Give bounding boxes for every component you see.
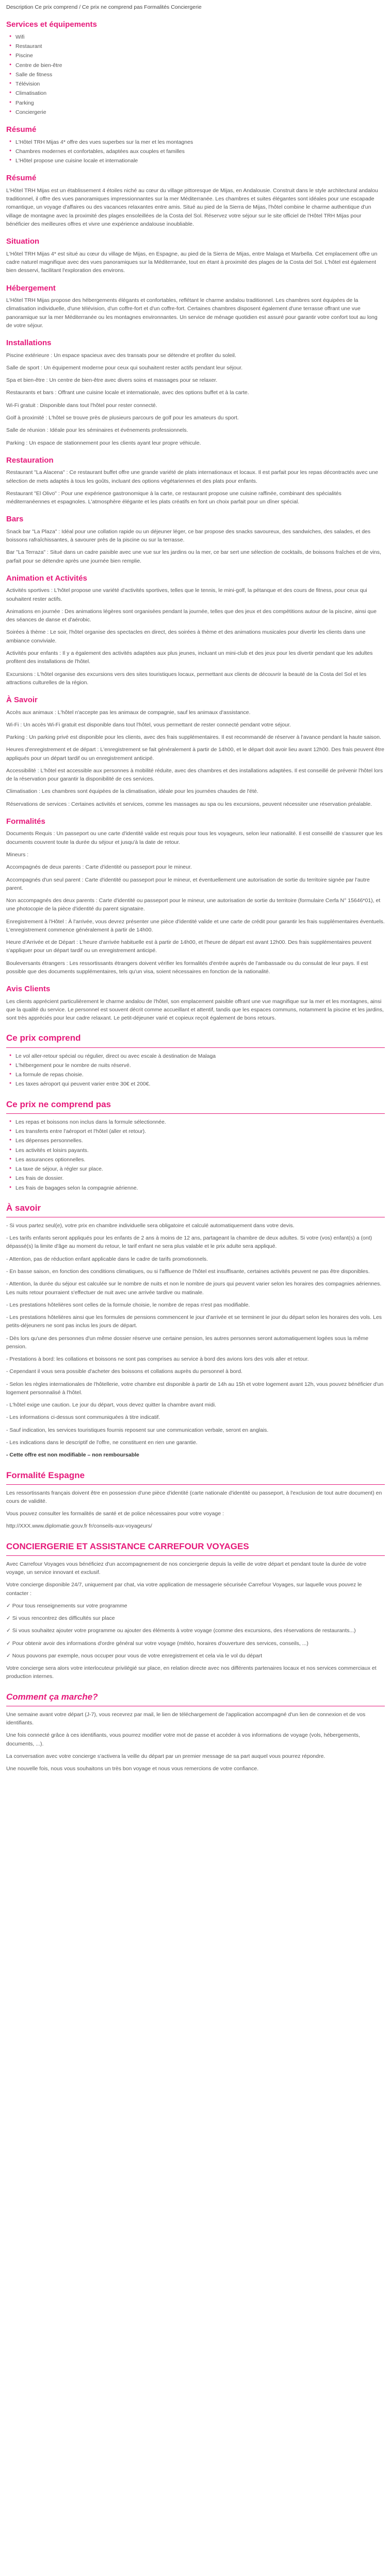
asavoir-line-2: - Les informations ci-dessus sont communiquées à titre indicatif. xyxy=(6,1414,160,1421)
installation-line: Wi-Fi gratuit : Disponible dans tout l'hôtel pour rester connecté. xyxy=(6,402,157,409)
prix-comprend-item: ● Le vol aller-retour spécial ou régulier, direct ou avec escale à destination de Malaga xyxy=(15,1052,385,1060)
asavoir-line-2: - Dès lors qu'une des personnes d'un même dossier réserve une certaine pension, les autres personnes seront automatiquement logées sous la même pension. xyxy=(6,1335,369,1350)
animation-line: Activités sportives : L'hôtel propose une variété d'activités sportives, telles que le tennis, le mini-golf, la pétanque et des cours de fitness, pour ceux qui souhaitent rester actifs. xyxy=(6,587,367,602)
resume-title-1: Résumé xyxy=(6,125,37,134)
conciergerie-divider xyxy=(6,1555,385,1556)
asavoir-line: Accès aux animaux : L'hôtel n'accepte pas les animaux de compagnie, sauf les animaux d'assistance. xyxy=(6,709,251,716)
asavoir-line: Heures d'enregistrement et de départ : L'enregistrement se fait généralement à partir de 14h00, et le départ doit avoir lieu avant 12h00. Des frais peuvent être appliqués pour un départ tardif ou un enregistrement anticipé. xyxy=(6,747,385,761)
comment-title: Comment ça marche? xyxy=(6,1691,98,1702)
conciergerie-title: CONCIERGERIE ET ASSISTANCE CARREFOUR VOYAGES xyxy=(6,1541,249,1551)
asavoir-line-2: - Les tarifs enfants seront appliqués pour les enfants de 2 ans à moins de 12 ans, partageant la chambre de deux adultes. Si votre (vos) enfant(s) a (ont) dépassé(s) la limite d'âge au moment du retour, le tarif enfant ne sera plus valable et le prix adulte sera appliqué. xyxy=(6,1235,372,1250)
asavoir-line-2: - Les indications dans le descriptif de l'offre, ne constituent en rien une garantie. xyxy=(6,1439,198,1446)
installation-line: Salle de sport : Un équipement moderne pour ceux qui souhaitent rester actifs pendant leur séjour. xyxy=(6,364,243,371)
bar-line: Bar "La Terraza" : Situé dans un cadre paisible avec une vue sur les jardins ou la mer, ce bar sert une sélection de cocktails, de boissons fraîches et de vins, parfait pour se détendre après une journée bien remplie. xyxy=(6,549,381,564)
asavoir-line-2: - Attention, pas de réduction enfant applicable dans le cadre de tarifs promotionnels. xyxy=(6,1256,208,1262)
formalite-espagne-divider xyxy=(6,1484,385,1485)
asavoir-line-2: - Prestations à bord: les collations et boissons ne sont pas comprises au service à bord des avions lors des vols aller et retour. xyxy=(6,1356,309,1363)
conciergerie-item: ✓ Pour obtenir avoir des informations d'ordre général sur votre voyage (météo, horaires d'ouverture des services, conseils, ...) xyxy=(6,1640,308,1647)
tab-nav-text: Description Ce prix comprend / Ce prix ne comprend pas Formalités Conciergerie xyxy=(6,4,202,10)
prix-ne-comprend-divider xyxy=(6,1113,385,1114)
conciergerie-p1: Avec Carrefour Voyages vous bénéficiez d'un accompagnement de nos conciergerie depuis la veille de votre départ et pendant toute la durée de votre voyage, un service innovant et exclusif. xyxy=(6,1561,367,1576)
restauration-line: Restaurant "La Alacena" : Ce restaurant buffet offre une grande variété de plats internationaux et locaux. Il est parfait pour les repas décontractés avec une sélection de mets adaptés à tous les goûts, incluant des options végétariennes et des plats pour enfants. xyxy=(6,469,378,484)
installation-line: Salle de réunion : Idéale pour les séminaires et événements professionnels. xyxy=(6,427,188,434)
restauration-lines xyxy=(6,468,385,506)
hebergement-title: Hébergement xyxy=(6,283,56,293)
prix-comprend-item: ● L'hébergement pour le nombre de nuits réservé. xyxy=(15,1061,385,1070)
conciergerie-item: ✓ Si vous souhaitez ajouter votre programme ou ajouter des éléments à votre voyage (comme des excursions, des réservations de restaurants...) xyxy=(6,1628,356,1634)
prix-comprend-item: ● Les taxes aéroport qui peuvent varier entre 30€ et 200€. xyxy=(15,1080,385,1088)
formalite-line: Non accompagnés des deux parents : Carte d'identité ou passeport pour le mineur, une autorisation de sortie du territoire (formulaire Cerfa N° 15646*01), et une photocopie de la pièce d'identité du parent signataire. xyxy=(6,897,381,912)
animation-title: Animation et Activités xyxy=(6,573,87,583)
installations-lines xyxy=(6,351,385,447)
formalites-lines xyxy=(6,829,385,976)
animation-line: Excursions : L'hôtel organise des excursions vers des sites touristiques locaux, permettant aux clients de découvrir la beauté de la Costa del Sol et les attractions culturelles de la région. xyxy=(6,671,367,686)
restauration-line: Restaurant "El Olivo" : Pour une expérience gastronomique à la carte, ce restaurant propose une cuisine raffinée, combinant des spécialités méditerranéennes et espagnoles. L'atmosphère élégante et les plats créatifs en font un choix parfait pour un dîner spécial. xyxy=(6,490,341,505)
formalite-espagne-text-2: Vous pouvez consulter les formalités de santé et de police nécessaires pour votre voyage : xyxy=(6,1511,224,1517)
service-item: ● Télévision xyxy=(15,80,385,88)
conciergerie-items xyxy=(6,1602,385,1660)
prix-comprend-item: ● La formule de repas choisie. xyxy=(15,1071,385,1079)
situation-title: Situation xyxy=(6,237,40,246)
asavoir-line: Wi-Fi : Un accès Wi-Fi gratuit est disponible dans tout l'hôtel, vous permettant de rester connecté pendant votre séjour. xyxy=(6,721,291,728)
comment-p3: La conversation avec votre concierge s'activera la veille du départ par un premier message de sa part auquel vous pourrez répondre. xyxy=(6,1753,325,1759)
asavoir-title-2: À savoir xyxy=(6,1202,41,1213)
asavoir-line-2: - Cependant il vous sera possible d'acheter des boissons et collations auprès du personnel à bord. xyxy=(6,1368,242,1375)
asavoir-title-1: À Savoir xyxy=(6,696,38,705)
asavoir-line-2: - Sauf indication, les services touristiques fournis reposent sur une communication verbale, seront en anglais. xyxy=(6,1427,269,1433)
prix-ne-comprend-title: Ce prix ne comprend pas xyxy=(6,1099,111,1109)
bars-lines xyxy=(6,528,385,565)
service-item: ● Centre de bien-être xyxy=(15,61,385,70)
asavoir-line-2: - Les prestations hôtelières sont celles de la formule choisie, le nombre de repas n'est pas modifiable. xyxy=(6,1301,250,1308)
service-item: ● Parking xyxy=(15,99,385,107)
formalite-espagne-title: Formalité Espagne xyxy=(6,1470,85,1480)
diplomatie-link[interactable]: http://XXX.www.diplomatie.gouv.fr fr/conseils-aux-voyageurs/ xyxy=(6,1523,152,1530)
restauration-title: Restauration xyxy=(6,455,54,465)
formalites-title: Formalités xyxy=(6,817,45,826)
installation-line: Restaurants et bars : Offrant une cuisine locale et internationale, avec des options buffet et à la carte. xyxy=(6,389,249,396)
animation-line: Soirées à thème : Le soir, l'hôtel organise des spectacles en direct, des soirées à thème et des animations musicales pour divertir les clients dans une ambiance conviviale. xyxy=(6,629,366,644)
prix-ne-comprend-item: ● Les transferts entre l'aéroport et l'hôtel (aller et retour). xyxy=(15,1127,385,1136)
prix-ne-comprend-item: ● Les assurances optionnelles. xyxy=(15,1156,385,1164)
services-list xyxy=(6,33,385,116)
avis-title: Avis Clients xyxy=(6,985,51,994)
asavoir-line: Parking : Un parking privé est disponible pour les clients, avec des frais supplémentaires. Il est recommandé de réserver à l'avance pendant la haute saison. xyxy=(6,734,381,741)
prix-ne-comprend-list xyxy=(6,1118,385,1192)
formalite-line: Enregistrement à l'Hôtel : À l'arrivée, vous devrez présenter une pièce d'identité valide et une carte de crédit pour garantir les frais supplémentaires éventuels. L'enregistrement commence généralement à partir de 14h00. xyxy=(6,918,385,933)
prix-comprend-divider xyxy=(6,1047,385,1048)
resume-text: L'Hôtel TRH Mijas est un établissement 4 étoiles niché au cœur du village pittoresque de Mijas, en Andalousie. Construit dans le style architectural andalou traditionnel, il offre des vues panoramiques impressionnantes sur la mer Méditerranée. Les chambres et suites élégantes sont idéales pour une escapade romantique, un voyage d'affaires ou des vacances relaxantes entre amis. Situé au pied de la Sierra de Mijas, l'hôtel combine le charme authentique d'un village de montagne avec la proximité des plages ensoleillées de la Costa del Sol. Réservez votre séjour sur le site officiel de l'Hôtel TRH Mijas pour bénéficier des meilleures offres et vivre une expérience andalouse inoubliable. xyxy=(6,187,378,228)
service-item: ● Wifi xyxy=(15,33,385,41)
conciergerie-p2: Votre concierge disponible 24/7, uniquement par chat, via votre application de messagerie sécurisée Carrefour Voyages, sur laquelle vous pouvez le contacter : xyxy=(6,1582,362,1597)
installation-line: Piscine extérieure : Un espace spacieux avec des transats pour se détendre et profiter du soleil. xyxy=(6,352,236,359)
asavoir-line: Réservations de services : Certaines activités et services, comme les massages au spa ou les excursions, peuvent nécessiter une réservation préalable. xyxy=(6,801,372,807)
asavoir-line-2: - Attention, la durée du séjour est calculée sur le nombre de nuits et non le nombre de jours qui peuvent varier selon les horaires des compagnies aériennes. Les nuits retour pourraient s'effectuer de nuit avec une arrivée tardive ou matinale. xyxy=(6,1281,382,1296)
asavoir-line-2: - L'hôtel exige une caution. Le jour du départ, vous devez quitter la chambre avant midi. xyxy=(6,1402,217,1409)
situation-text: L'Hôtel TRH Mijas 4* est situé au cœur du village de Mijas, en Espagne, au pied de la Sierra de Mijas, entre Malaga et Marbella. Cet emplacement offre un cadre naturel magnifique avec des vues panoramiques sur la Méditerranée, tout en étant à proximité des plages de la Costa del Sol. L'hôtel est également bien desservi, facilitant l'exploration des environs. xyxy=(6,250,378,274)
service-item: ● Piscine xyxy=(15,52,385,60)
prix-ne-comprend-item: ● La taxe de séjour, à régler sur place. xyxy=(15,1165,385,1173)
service-item: ● Climatisation xyxy=(15,89,385,97)
prix-comprend-list xyxy=(6,1052,385,1089)
formalite-line: Bouleversants étrangers : Les ressortissants étrangers doivent vérifier les formalités d'entrée auprès de l'ambassade ou du consulat de leur pays. Il est possible que des documents supplémentaires, tels qu'un visa, soient nécessaires en fonction de la nationalité. xyxy=(6,960,368,975)
formalite-line: Heure d'Arrivée et de Départ : L'heure d'arrivée habituelle est à partir de 14h00, et l'heure de départ est avant 12h00. Des frais supplémentaires peuvent s'appliquer pour un départ tardif ou un enregistrement anticipé. xyxy=(6,939,371,954)
conciergerie-p3: Votre concierge sera alors votre interlocuteur privilégié sur place, en relation directe avec nos différents partenaires locaux et nos services commerciaux et production internes. xyxy=(6,1665,377,1680)
formalite-line: Accompagnés de deux parents : Carte d'identité ou passeport pour le mineur. xyxy=(6,864,192,871)
animation-line: Activités pour enfants : Il y a également des activités adaptées aux plus jeunes, incluant un mini-club et des jeux pour les divertir pendant que les adultes profitent des installations de l'hôtel. xyxy=(6,650,373,665)
non-modifiable-note: - Cette offre est non modifiable – non remboursable xyxy=(6,1452,139,1459)
asavoir-line: Climatisation : Les chambres sont équipées de la climatisation, idéale pour les journées chaudes de l'été. xyxy=(6,788,258,795)
comment-p1: Une semaine avant votre départ (J-7), vous recevrez par mail, le lien de téléchargement de l'application accompagné d'un lien de connexion et de vos identifiants. xyxy=(6,1711,366,1726)
animation-lines xyxy=(6,586,385,687)
installation-line: Spa et bien-être : Un centre de bien-être avec divers soins et massages pour se relaxer. xyxy=(6,377,218,384)
formalite-espagne-text-1: Les ressortissants français doivent être en possession d'une pièce d'identité (carte nationale d'identité ou passeport, à l'exclusion de tout autre document) en cours de validité. xyxy=(6,1489,382,1504)
formalite-line: Accompagnés d'un seul parent : Carte d'identité ou passeport pour le mineur, et éventuellement une autorisation de sortie du territoire signée par l'autre parent. xyxy=(6,876,370,891)
formalite-line: Mineurs : xyxy=(6,851,29,858)
animation-line: Animations en journée : Des animations légères sont organisées pendant la journée, telles que des jeux et des compétitions autour de la piscine, ainsi que des séances de danse et d'aérobic. xyxy=(6,608,377,623)
resume-item: ● L'Hôtel TRH Mijas 4* offre des vues superbes sur la mer et les montagnes xyxy=(15,138,385,146)
conciergerie-item: ✓ Nous pouvons par exemple, nous occuper pour vous de votre enregistrement et cela via le vol du départ xyxy=(6,1652,263,1659)
service-item: ● Salle de fitness xyxy=(15,71,385,79)
resume-title-2: Résumé xyxy=(6,174,37,183)
prix-ne-comprend-item: ● Les dépenses personnelles. xyxy=(15,1137,385,1145)
asavoir-line-2: - En basse saison, en fonction des conditions climatiques, ou si l'affluence de l'hôtel est insuffisante, certaines activités peuvent ne pas être disponibles. xyxy=(6,1268,370,1275)
service-item: ● Conciergerie xyxy=(15,108,385,116)
conciergerie-item: ✓ Si vous rencontrez des difficultés sur place xyxy=(6,1615,115,1622)
formalite-line: Documents Requis : Un passeport ou une carte d'identité valide est requis pour tous les voyageurs, selon leur nationalité. Il est conseillé de s'assurer que les documents couvrent toute la durée du séjour et jusqu'à la date de retour. xyxy=(6,831,383,845)
resume-item: ● L'Hôtel propose une cuisine locale et internationale xyxy=(15,157,385,165)
avis-text: Les clients apprécient particulièrement le charme andalou de l'hôtel, son emplacement paisible offrant une vue magnifique sur la mer et les montagnes, ainsi que la qualité du service. Le personnel est souvent décrit comme accueillant et attentif, tandis que les espaces communs, notamment la piscine et les jardins, sont très appréciés pour leur cadre relaxant. Le petit-déjeuner varié et copieux reçoit également de bons retours. xyxy=(6,998,384,1022)
asavoir-line-2: - Selon les règles internationales de l'hôtellerie, votre chambre est disponible à partir de 14h au 15h et votre logement avant 12h, vous pouvez bénéficier d'un logement personnalisé à l'hôtel. xyxy=(6,1381,384,1396)
installation-line: Golf à proximité : L'hôtel se trouve près de plusieurs parcours de golf pour les amateurs du sport. xyxy=(6,414,239,421)
prix-ne-comprend-item: ● Les activités et loisirs payants. xyxy=(15,1146,385,1155)
installation-line: Parking : Un espace de stationnement pour les clients ayant leur propre véhicule. xyxy=(6,439,201,446)
resume-item: ● Chambres modernes et confortables, adaptées aux couples et familles xyxy=(15,147,385,156)
comment-p4: Une nouvelle fois, nous vous souhaitons un très bon voyage et nous vous remercions de votre confiance. xyxy=(6,1766,259,1772)
asavoir-line: Accessibilité : L'hôtel est accessible aux personnes à mobilité réduite, avec des chambres et des installations adaptées. Il est conseillé de prévenir l'hôtel lors de la réservation pour garantir la disponibilité de ces services. xyxy=(6,767,383,783)
asavoir-lines-2 xyxy=(6,1222,385,1447)
services-title: Services et équipements xyxy=(6,20,97,29)
prix-ne-comprend-item: ● Les frais de bagages selon la compagnie aérienne. xyxy=(15,1184,385,1192)
installations-title: Installations xyxy=(6,338,52,348)
asavoir-lines-1 xyxy=(6,708,385,808)
prix-ne-comprend-item: ● Les frais de dossier. xyxy=(15,1174,385,1182)
prix-comprend-title: Ce prix comprend xyxy=(6,1033,81,1043)
bars-title: Bars xyxy=(6,515,24,524)
conciergerie-item: ✓ Pour tous renseignements sur votre programme xyxy=(6,1602,127,1609)
resume-list xyxy=(6,138,385,165)
bar-line: Snack bar "La Plaza" : Idéal pour une collation rapide ou un déjeuner léger, ce bar propose des snacks savoureux, des sandwiches, des salades, et des boissons rafraîchissantes, à savourer près de la piscine ou sur la terrasse. xyxy=(6,528,371,544)
asavoir-line-2: - Les prestations hôtelières ainsi que les formules de pensions commencent le jour d'arrivée et se terminent le jour du départ selon les horaires des vols. Les petits-déjeuners ne sont pas inclus les jours de départ. xyxy=(6,1314,382,1329)
hebergement-text: L'Hôtel TRH Mijas propose des hébergements élégants et confortables, reflétant le charme andalou traditionnel. Les chambres sont équipées de la climatisation individuelle, d'une télévision, d'un coffre-fort et d'un coffre-fort. Certaines chambres disposent également d'une terrasse offrant une vue panoramique sur la mer Méditerranée ou les montagnes environnantes. Un service de ménage quotidien est assuré pour garantir votre confort tout au long de votre séjour. xyxy=(6,297,378,329)
comment-p2: Une fois connecté grâce à ces identifiants, vous pourrez modifier votre mot de passe et accéder à vos informations de voyage (vols, hébergements, documents, ...). xyxy=(6,1732,360,1747)
asavoir-line-2: - Si vous partez seul(e), votre prix en chambre individuelle sera obligatoire et calculé automatiquement dans votre devis. xyxy=(6,1222,295,1229)
prix-ne-comprend-item: ● Les repas et boissons non inclus dans la formule sélectionnée. xyxy=(15,1118,385,1126)
service-item: ● Restaurant xyxy=(15,42,385,50)
